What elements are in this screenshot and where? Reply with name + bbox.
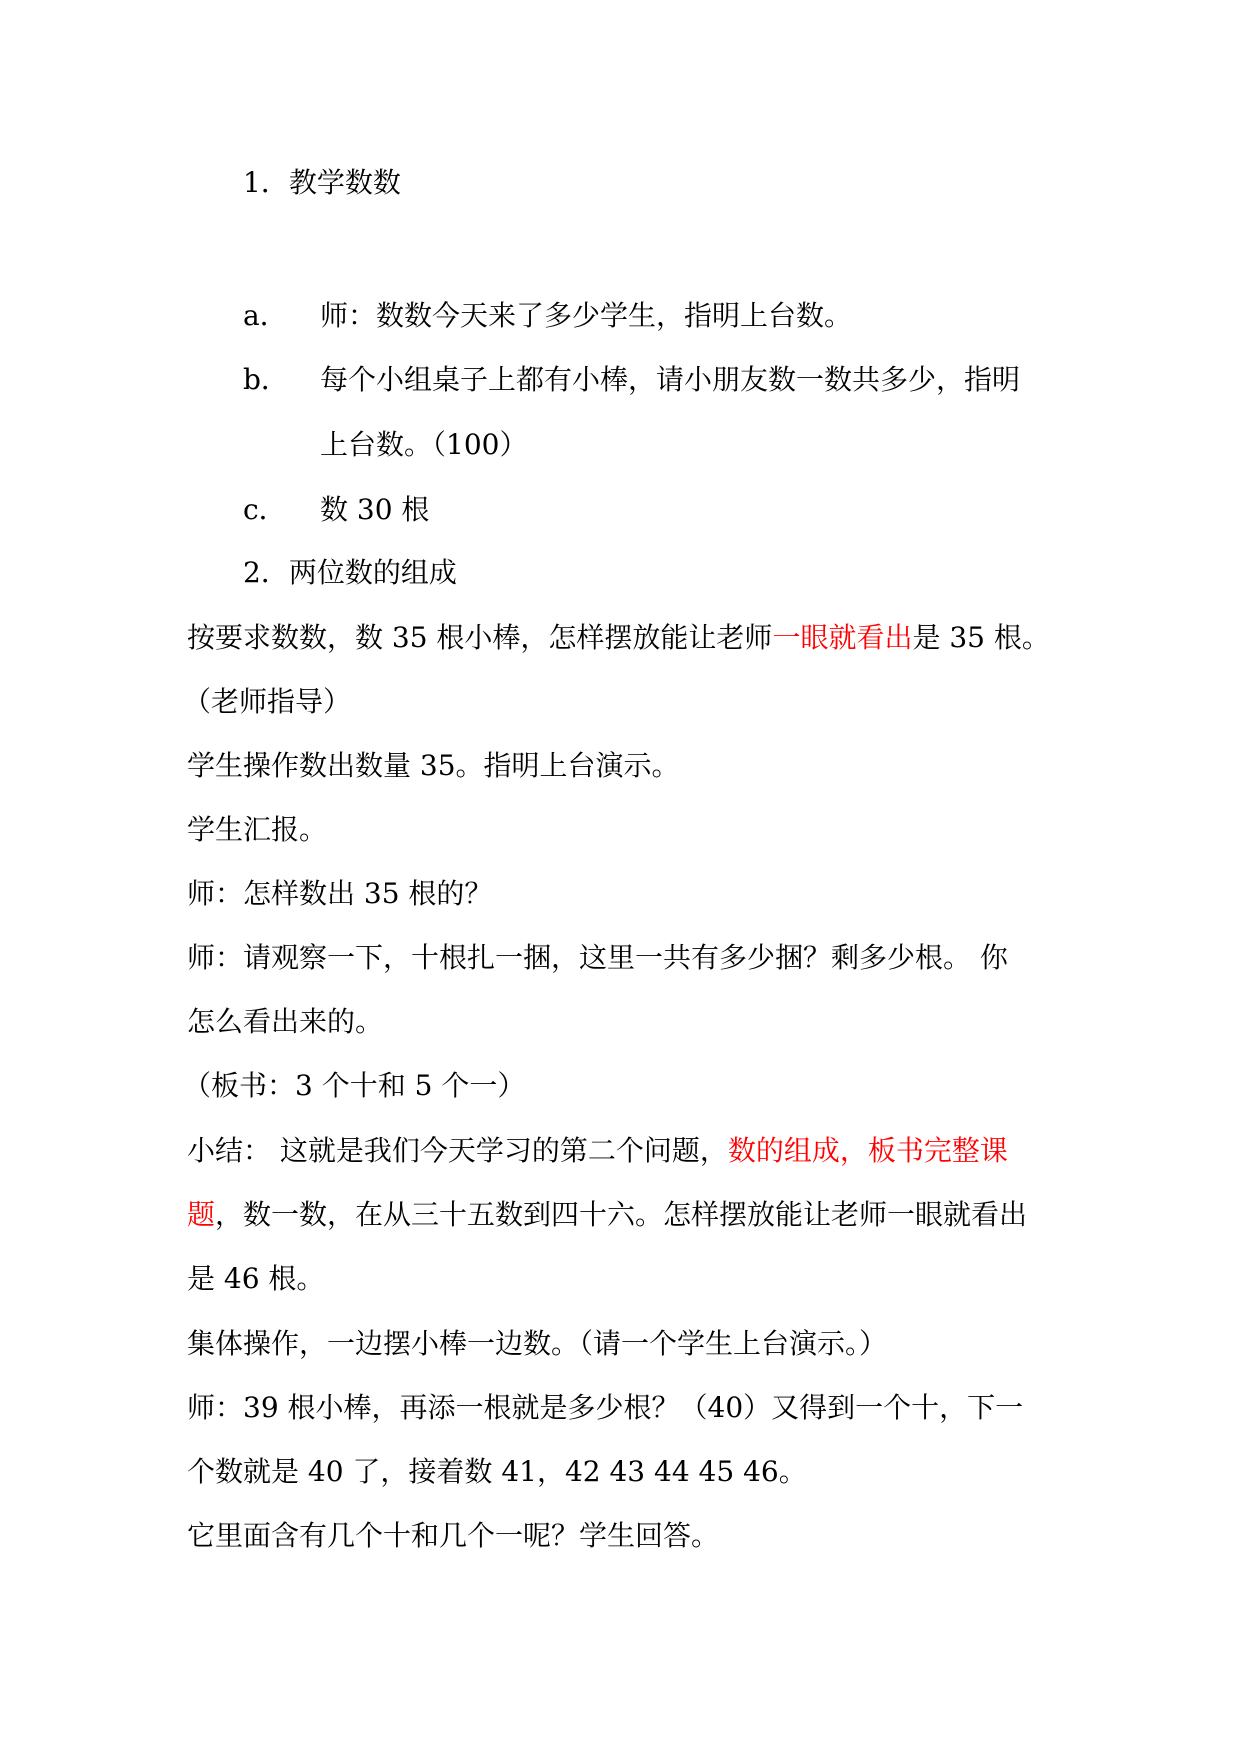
paragraph-summary-line3: 是 46 根。 (187, 1262, 325, 1295)
paragraph-tens-ones-question: 它里面含有几个十和几个一呢？学生回答。 (187, 1519, 720, 1552)
item-text-b-cont: 上台数。（100） (320, 428, 528, 461)
paragraph-observe-line2: 怎么看出来的。 (187, 1005, 384, 1038)
item-label-c: c． (243, 493, 287, 526)
paragraph-summary-line1 (187, 1133, 1008, 1169)
item-text-c: 数 30 根 (320, 493, 430, 526)
text-span: 按要求数数，数 35 根小棒，怎样摆放能让老师 (187, 621, 773, 654)
paragraph-add-one-line2: 个数就是 40 了，接着数 41，42 43 44 45 46。 (187, 1455, 807, 1488)
paragraph-teacher-guide: （老师指导） (183, 685, 352, 718)
paragraph-count-35 (187, 620, 1050, 656)
paragraph-teacher-question: 师：怎样数出 35 根的？ (187, 877, 493, 910)
item-label-a: a． (243, 299, 288, 332)
paragraph-add-one-line1: 师：39 根小棒，再添一根就是多少根？（40）又得到一个十，下一 (187, 1391, 1024, 1424)
paragraph-student-report: 学生汇报。 (187, 813, 328, 846)
highlight-span: 题 (187, 1198, 216, 1231)
heading-teaching-counting: 1．教学数数 (243, 166, 401, 199)
item-text-a: 师：数数今天来了多少学生，指明上台数。 (320, 299, 853, 332)
text-span: ，数一数，在从三十五数到四十六。怎样摆放能让老师一眼就看出 (215, 1198, 1028, 1231)
item-text-b: 每个小组桌子上都有小棒，请小朋友数一数共多少，指明 (320, 363, 1021, 396)
paragraph-observe-line1: 师：请观察一下，十根扎一捆，这里一共有多少捆？剩多少根。 你 (187, 941, 1008, 974)
paragraph-student-operate: 学生操作数出数量 35。指明上台演示。 (187, 749, 680, 782)
text-span: 是 35 根。 (912, 621, 1050, 654)
heading-two-digit-composition: 2．两位数的组成 (243, 556, 457, 589)
text-span: 小结： 这就是我们今天学习的第二个问题， (187, 1134, 728, 1167)
item-label-b: b． (243, 363, 289, 396)
paragraph-board-writing: （板书：3 个十和 5 个一） (183, 1069, 526, 1102)
paragraph-summary-line2 (187, 1197, 1027, 1233)
paragraph-group-operation: 集体操作，一边摆小棒一边数。（请一个学生上台演示。） (187, 1327, 888, 1360)
highlight-span: 数的组成，板书完整课 (727, 1134, 1008, 1167)
highlight-span: 一眼就看出 (772, 621, 913, 654)
